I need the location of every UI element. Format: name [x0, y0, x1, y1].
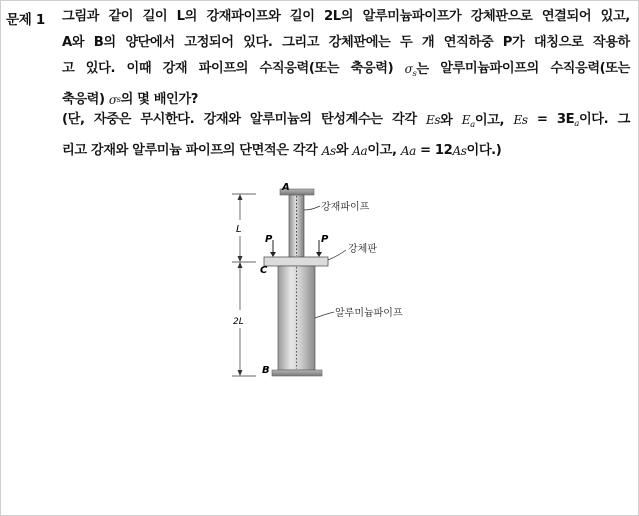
dim-arrow [238, 194, 243, 200]
word: 파이프의 [185, 143, 236, 158]
note-line-1 [62, 107, 630, 138]
word: 축응력) [62, 92, 105, 107]
word: 있고, [600, 9, 630, 24]
word: 각각 [391, 112, 417, 127]
label-steel-pipe: 강재파이프 [321, 202, 370, 213]
label-rigid-plate: 강체판 [348, 244, 377, 255]
word: 양단에서 [125, 35, 175, 50]
word: P가 [502, 35, 525, 50]
word: 축응력) [350, 61, 394, 76]
word: 있다. [85, 61, 116, 76]
leader-steel-pipe [304, 206, 320, 210]
word: 연결되어 [541, 9, 592, 24]
word: 그리고 [282, 35, 320, 50]
word: 알루미늄 [132, 143, 182, 158]
word: 대칭으로 [533, 35, 584, 50]
statement-line-2 [62, 30, 630, 56]
statement-line-3 [62, 56, 630, 87]
word: 와 [440, 113, 453, 128]
label-P-left: P [265, 234, 273, 245]
label-A: A [282, 182, 290, 193]
equals-sign: = [420, 143, 431, 158]
sigma-letter: σ [108, 93, 117, 107]
problem-number: 문제 1 [6, 12, 45, 28]
pipe-diagram [200, 180, 460, 390]
sigma-subscript: s [116, 95, 121, 105]
word: 고 [62, 61, 75, 76]
word: 같이 [108, 9, 134, 24]
word: A와 [62, 35, 85, 50]
symbol-3e: 3E [556, 112, 575, 127]
word: 무시한다. [140, 112, 195, 127]
word: 강체판에는 [328, 35, 391, 50]
leader-rigid-plate [328, 250, 346, 260]
word: 2L의 [324, 9, 354, 24]
pipe-figure [200, 180, 460, 390]
label-aluminum-pipe: 알루미늄파이프 [335, 308, 403, 319]
rigid-plate [264, 257, 328, 266]
word: 두 [399, 35, 413, 50]
problem-note [62, 107, 630, 164]
symbol-aa: Aa [352, 144, 368, 158]
word: 있다. [243, 35, 273, 50]
symbol-es: Es [426, 113, 441, 127]
word: 강재와 [203, 112, 241, 127]
word: 자중은 [93, 112, 131, 127]
word: 알루미늄의 [249, 112, 312, 127]
label-C: C [260, 265, 268, 276]
word: 고정되어 [184, 35, 234, 50]
word: 이때 [126, 61, 152, 76]
equals-sign: = [536, 112, 548, 127]
note-line-2 [62, 138, 630, 164]
word: 알루미늄파이프가 [362, 9, 462, 24]
word: 강재파이프와 [206, 9, 281, 24]
word: 그림과 [62, 9, 100, 24]
three-ea-term [557, 107, 608, 138]
number-12: 12 [434, 143, 453, 158]
word: B의 [93, 35, 116, 50]
subscript-a: a [574, 119, 579, 129]
word: 몇 [137, 92, 150, 107]
word: 리고 [62, 143, 87, 158]
leader-aluminum-pipe [315, 312, 334, 318]
ea-term [462, 107, 504, 138]
word: L의 [176, 9, 198, 24]
word: 강재와 [90, 143, 128, 158]
symbol-aa: Aa [400, 144, 416, 158]
word: 와 [335, 143, 349, 158]
word: 그 [617, 112, 630, 127]
label-P-right: P [321, 234, 329, 245]
sigma-subscript: s [412, 69, 417, 79]
word: 강체판으로 [470, 9, 533, 24]
symbol-as: As [452, 144, 467, 158]
word: 연직하중 [443, 35, 494, 50]
word: 개 [421, 35, 435, 50]
word: 길이 [289, 9, 315, 24]
word: 이고, [474, 113, 505, 128]
dim-arrow [238, 262, 243, 268]
word: 알루미늄파이프의 [440, 61, 539, 76]
load-arrowhead-left [270, 252, 276, 257]
bottom-support [272, 370, 322, 376]
word: 파이프의 [198, 61, 249, 76]
symbol-as: As [321, 144, 336, 158]
label-2L: 2L [233, 317, 244, 327]
word: 길이 [142, 9, 168, 24]
symbol-es: Es [513, 113, 528, 127]
word: 탄성계수는 [320, 112, 383, 127]
word: 이다.) [466, 143, 502, 158]
symbol-e: E [461, 113, 471, 127]
word: 의 [120, 92, 133, 107]
load-arrowhead-right [316, 252, 322, 257]
label-L: L [236, 224, 242, 235]
word: 이고, [367, 143, 397, 158]
word: 단면적은 [239, 143, 289, 158]
word: 배인가? [153, 92, 198, 107]
word: 수직응력(또는 [259, 61, 340, 76]
problem-statement [62, 4, 630, 113]
subscript-a: a [470, 120, 475, 130]
sigma-s-symbol [405, 56, 429, 87]
word: 각각 [292, 143, 318, 158]
word: (단, [62, 112, 85, 127]
word: 이다. [578, 112, 609, 127]
dim-arrow [238, 370, 243, 376]
es-term [426, 107, 452, 138]
statement-line-1 [62, 4, 630, 30]
word: 강재 [162, 61, 188, 76]
label-B: B [262, 365, 270, 376]
dim-arrow [238, 256, 243, 262]
word: 수직응력(또는 [550, 61, 630, 76]
word: 작용하 [592, 35, 630, 50]
word: 는 [416, 62, 429, 77]
sigma-letter: σ [404, 62, 413, 76]
